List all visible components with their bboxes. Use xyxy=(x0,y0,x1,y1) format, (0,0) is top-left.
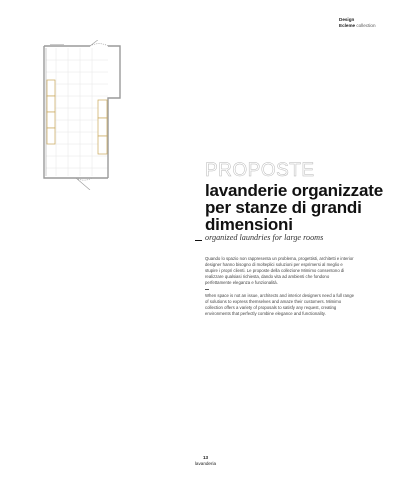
page-footer xyxy=(0,455,411,467)
title-line-1: lavanderie organizzate xyxy=(205,181,383,200)
body-text xyxy=(205,256,355,317)
brand-block xyxy=(339,17,376,29)
window-marks xyxy=(50,45,64,47)
room-walls xyxy=(44,46,120,178)
door-bottom xyxy=(76,178,92,190)
title-line-2: per stanze di grandi xyxy=(205,198,362,217)
page-number: 13 xyxy=(202,455,209,460)
brand-name: Design xyxy=(339,17,355,22)
footer-section: lavanderia xyxy=(194,461,217,466)
title-dash-marker xyxy=(195,240,202,241)
collection-line xyxy=(339,23,376,29)
door-top xyxy=(90,40,108,46)
cabinets-right xyxy=(98,100,107,154)
cabinets-left xyxy=(47,80,55,144)
title-line-3: dimensioni xyxy=(205,215,293,234)
collection-suffix: collection xyxy=(355,23,376,28)
collection-name: Ecleme xyxy=(339,23,356,28)
page-title xyxy=(205,182,395,233)
body-italian: Quando lo spazio non rappresenta un problema, progettisti, architetti e interior designer hanno bisogno di molteplici soluzioni per esprimersi al meglio e stupire i propri clienti. Le proposte della collezione Mimimo consentono di realizzare qualsiasi richiesta, dando vita ad ambienti che fondono perfettamente eleganza e funzionalità. xyxy=(205,256,354,286)
laundry-floorplan xyxy=(30,40,130,190)
section-label: PROPOSTE xyxy=(205,160,315,181)
body-english: When space is not an issue, architects and interior designers need a full range of solutions to express themselves and amaze their customers. Mimimo collection offers a variety of proposals to satisfy any request, creating environments that perfectly combine elegance and functionality. xyxy=(205,292,355,317)
subtitle-english: organized laundries for large rooms xyxy=(205,233,324,242)
language-separator xyxy=(205,289,209,290)
